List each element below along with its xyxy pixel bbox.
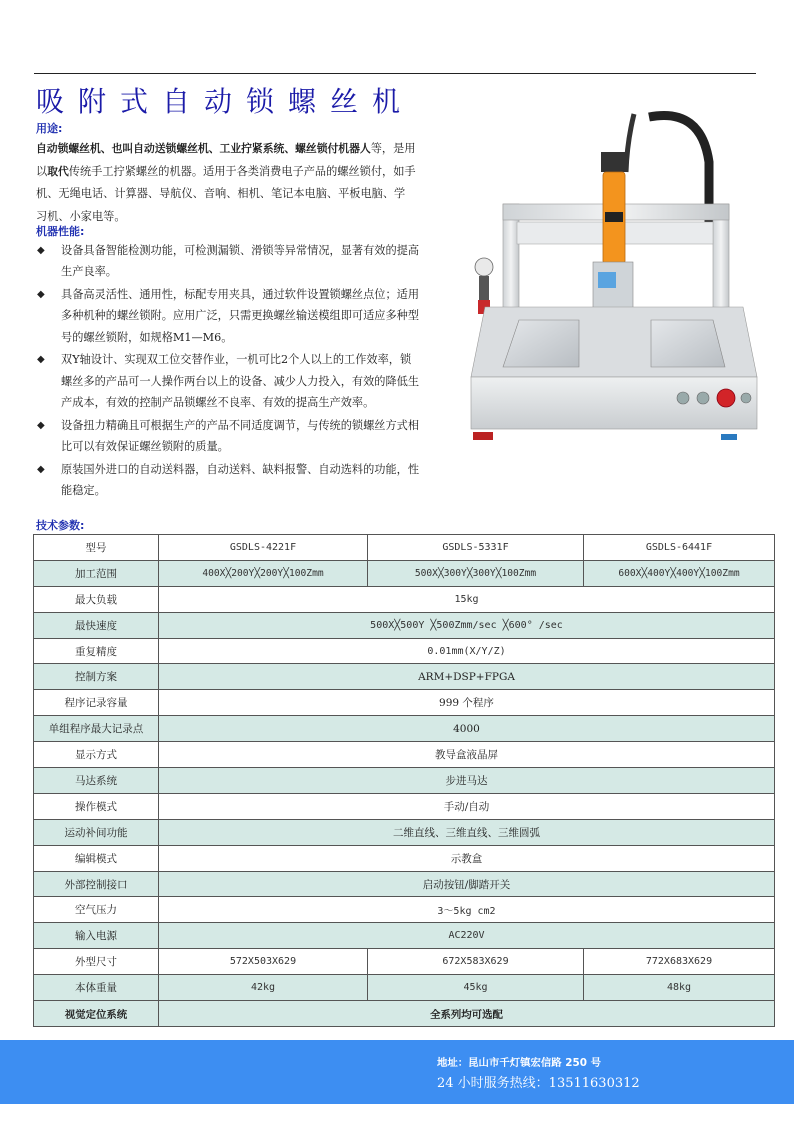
features-list [36,240,421,503]
label-cell: 本体重量 [34,975,159,1001]
diamond-bullet-icon: ◆ [37,419,45,431]
value-cell: 400X╳200Y╳200Y╳100Zmm [159,560,368,586]
table-row [34,690,775,716]
table-row [34,768,775,794]
start-button-left [677,392,689,404]
label-cell: 马达系统 [34,768,159,794]
footer-hotline: 24 小时服务热线：13511630312 [437,1076,640,1091]
diamond-bullet-icon: ◆ [37,245,45,256]
reset-button [741,393,751,403]
label-cell: 程序记录容量 [34,690,159,716]
label-cell: 单组程序最大记录点 [34,716,159,742]
usage-paragraph [36,138,416,228]
motor-cap [601,152,627,172]
module-display [598,272,616,288]
fixture-plate-right [651,320,725,367]
footer-bar [0,1040,794,1104]
value-cell: 42kg [159,975,368,1001]
value-cell: 15kg [159,586,775,612]
label-cell: 运动补间功能 [34,819,159,845]
table-row [34,845,775,871]
footer-address: 地址：昆山市千灯镇宏信路 250 号 [437,1057,602,1069]
value-cell: 999 个程序 [159,690,775,716]
specs-label: 技术参数: [36,519,85,532]
value-cell: 600X╳400Y╳400Y╳100Zmm [584,560,775,586]
table-row [34,586,775,612]
table-row [34,535,775,561]
usage-text-2: 传统手工拧紧螺丝的机器。适用于各类消费电子产品的螺丝锁付，如手机、无绳电话、计算器、导航仪、音响、相机、笔记本电脑、平板电脑、学习机、小家电等。 [36,164,416,223]
usage-text-1: 等，是用以 [36,142,416,178]
value-cell: 教导盒液晶屏 [159,742,775,768]
feature-item: ◆ 原装国外进口的自动送料器，自动送料、缺料报警、自动选料的功能，性能稳定。 [36,459,421,502]
brand-label [721,434,737,440]
usage-bold-mid: 取代 [47,164,69,178]
feature-item: ◆ 双Y轴设计、实现双工位交替作业，一机可比2个人以上的工作效率，锁螺丝多的产品可一人操作两台以上的设备、减少人力投入，有效的降低生产成本，有效的控制产品锁螺丝不良率、有效的提高生产效率。 [36,349,421,413]
value-cell: 48kg [584,975,775,1001]
table-row [34,1001,775,1027]
top-divider [34,73,756,74]
value-cell: ARM+DSP+FPGA [159,664,775,690]
cable [626,114,634,172]
value-cell: 500X╳300Y╳300Y╳100Zmm [368,560,584,586]
screwdriver-grip [605,212,623,222]
label-cell: 输入电源 [34,923,159,949]
label-cell: 重复精度 [34,638,159,664]
label-cell: 最大负载 [34,586,159,612]
value-cell: 4000 [159,716,775,742]
air-filter [479,276,489,300]
usage-label: 用途: [36,122,63,135]
label-cell: 编辑模式 [34,845,159,871]
diamond-bullet-icon: ◆ [37,354,45,366]
label-cell: 显示方式 [34,742,159,768]
value-cell: 二维直线、三维直线、三维圆弧 [159,819,775,845]
table-row [34,871,775,897]
value-cell: 启动按钮/脚踏开关 [159,871,775,897]
emergency-stop-button [717,389,735,407]
machine-base [471,377,757,429]
label-cell: 控制方案 [34,664,159,690]
usage-bold-lead: 自动锁螺丝机、也叫自动送锁螺丝机、工业拧紧系统、螺丝锁付机器人 [36,142,371,155]
features-label: 机器性能: [36,225,85,238]
feature-item: ◆ 具备高灵活性、通用性，标配专用夹具，通过软件设置锁螺丝点位；适用多种机种的螺丝锁附。应用广泛，只需更换螺丝输送模组即可适应多种型号的螺丝锁附，如规格M1—M6。 [36,284,421,348]
value-cell: AC220V [159,923,775,949]
label-cell: 外部控制接口 [34,871,159,897]
value-cell: 0.01mm(X/Y/Z) [159,638,775,664]
label-cell: 视觉定位系统 [34,1001,159,1027]
value-cell: 3～5kg cm2 [159,897,775,923]
value-cell: 45kg [368,975,584,1001]
feature-item: ◆ 设备具备智能检测功能，可检测漏锁、滑锁等异常情况，显著有效的提高生产良率。 [36,240,421,283]
value-cell: 手动/自动 [159,793,775,819]
value-cell: 572X503X629 [159,949,368,975]
label-cell: 最快速度 [34,612,159,638]
table-row [34,664,775,690]
table-row [34,612,775,638]
table-row [34,742,775,768]
label-cell: 外型尺寸 [34,949,159,975]
diamond-bullet-icon: ◆ [37,463,45,475]
table-row [34,923,775,949]
value-cell: 672X583X629 [368,949,584,975]
header-label-cell: 型号 [34,535,159,561]
model-cell: GSDLS-6441F [584,535,775,561]
machine-photo [451,102,777,448]
table-row [34,716,775,742]
table-row [34,793,775,819]
table-row [34,949,775,975]
table-row [34,897,775,923]
label-cell: 操作模式 [34,793,159,819]
model-cell: GSDLS-4221F [159,535,368,561]
spec-table [33,534,775,1027]
pressure-gauge [475,258,493,276]
table-row [34,560,775,586]
label-cell: 空气压力 [34,897,159,923]
page-title: 吸附式自动锁螺丝机 [36,85,415,118]
feature-item: ◆ 设备扭力精确且可根据生产的产品不同适度调节，与传统的锁螺丝方式相比可以有效保证螺丝锁附的质量。 [36,415,421,458]
value-cell: 772X683X629 [584,949,775,975]
power-switch [473,432,493,440]
table-row [34,638,775,664]
value-cell: 500X╳500Y ╳500Zmm/sec ╳600° /sec [159,612,775,638]
table-row [34,819,775,845]
value-cell: 步进马达 [159,768,775,794]
start-button-right [697,392,709,404]
table-row [34,975,775,1001]
value-cell: 全系列均可选配 [159,1001,775,1027]
label-cell: 加工范围 [34,560,159,586]
diamond-bullet-icon: ◆ [37,289,45,301]
value-cell: 示教盒 [159,845,775,871]
model-cell: GSDLS-5331F [368,535,584,561]
